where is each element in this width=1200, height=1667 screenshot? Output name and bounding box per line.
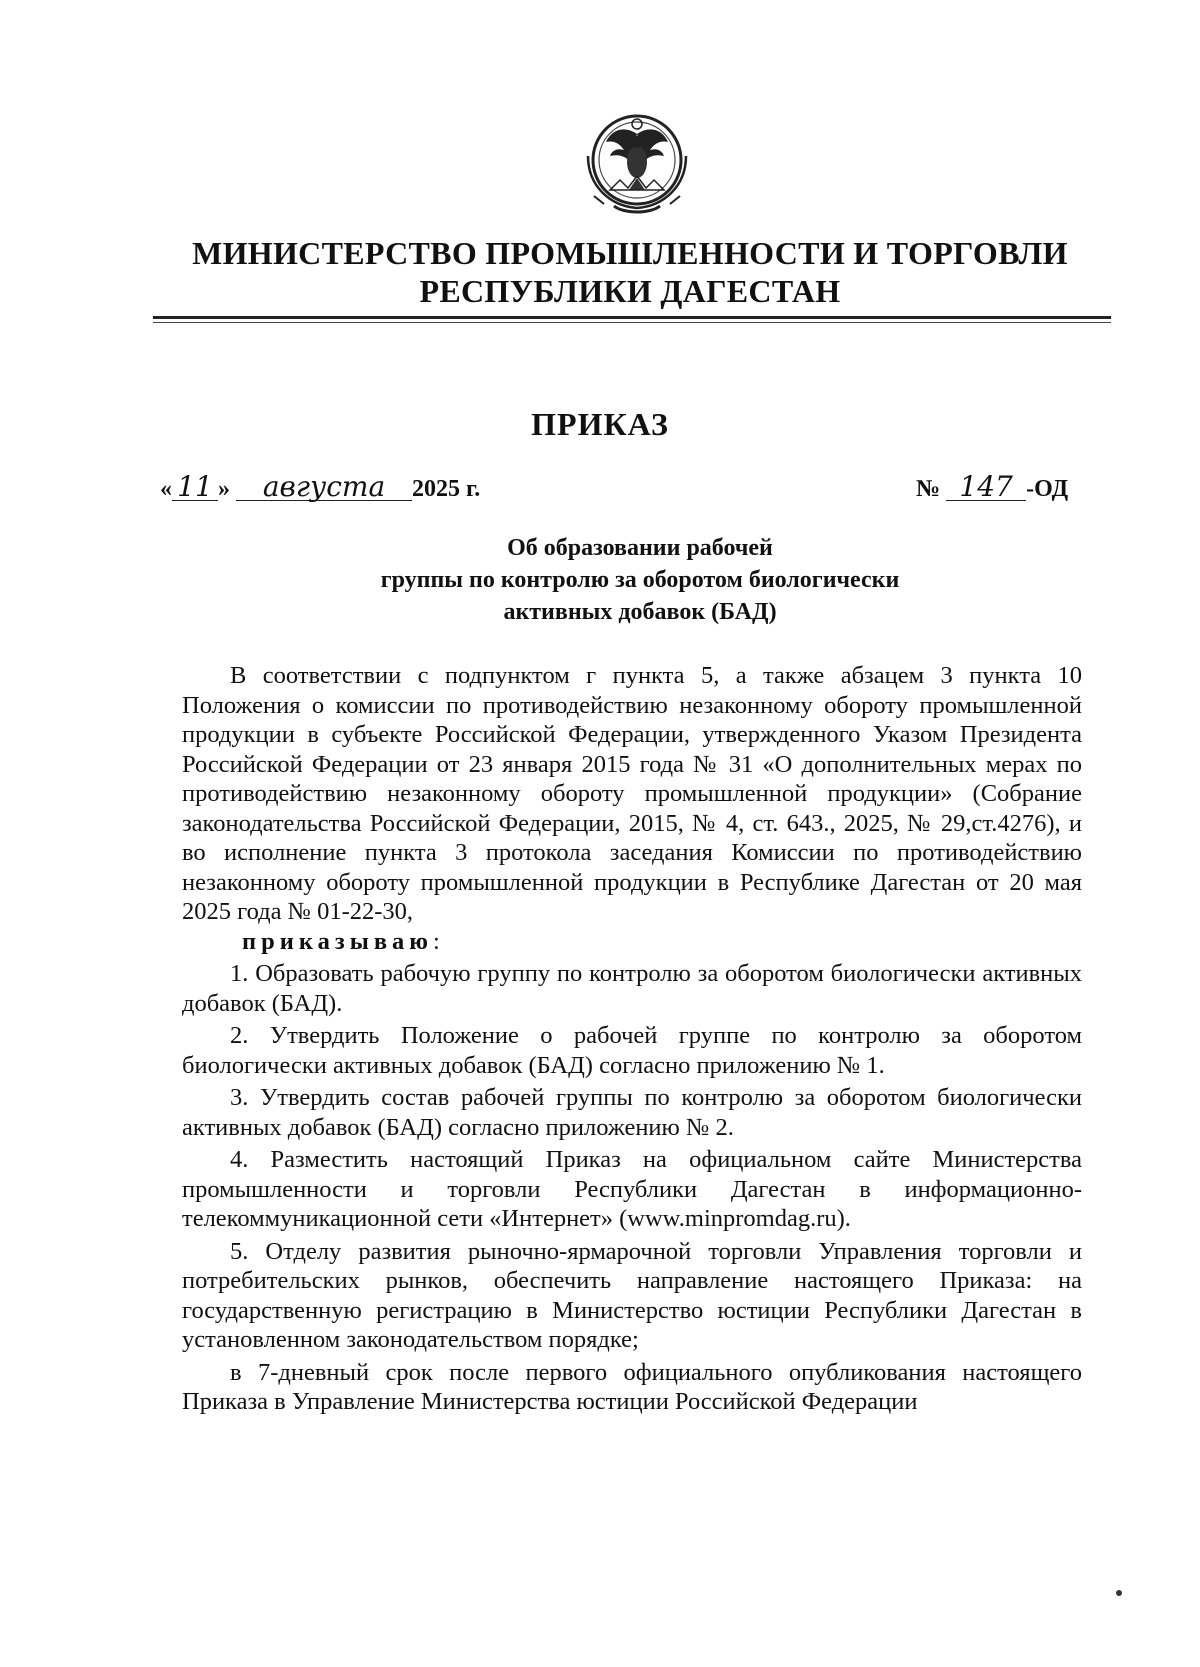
- order-number: [916, 470, 1069, 503]
- date-year: 2025 г.: [412, 476, 481, 502]
- number-suffix: -ОД: [1026, 476, 1069, 502]
- preamble-paragraph: В соответствии с подпунктом г пункта 5, а также абзацем 3 пункта 10 Положения о комиссии по противодействию незаконному обороту промышленной продукции в субъекте Российской Федерации, утвержденного Указом Президента Российской Федерации от 23 января 2015 года № 31 «О дополнительных мерах по противодействию незаконному обороту промышленной продукции» (Собрание законодательства Российской Федерации, 2015, № 4, ст. 643., 2025, № 29,ст.4276), и во исполнение пункта 3 протокола заседания Комиссии по противодействию незаконному обороту промышленной продукции в Республике Дагестан от 20 мая 2025 года № 01-22-30,: [182, 662, 1082, 925]
- order-date: [160, 470, 481, 503]
- ministry-name-line1: МИНИСТЕРСТВО ПРОМЫШЛЕННОСТИ И ТОРГОВЛИ: [192, 235, 1068, 271]
- date-month: августа: [236, 474, 412, 501]
- header-rule-thick: [153, 316, 1111, 319]
- page-mark: [1116, 1590, 1122, 1596]
- ministry-name-line2: РЕСПУБЛИКИ ДАГЕСТАН: [419, 273, 841, 309]
- order-body: [182, 661, 1082, 1417]
- order-item-5: 5. Отделу развития рыночно-ярмарочной торговли Управления торговли и потребительских рынков, обеспечить направление настоящего Приказа: на государственную регистрацию в Министерство юстиции Республики Дагестан в установленном законодательством порядке;: [182, 1237, 1082, 1353]
- orders-word-line: [182, 927, 1082, 957]
- header-rule-thin: [153, 322, 1111, 323]
- subject-line1: Об образовании рабочей: [507, 535, 773, 561]
- order-subject: [300, 532, 980, 628]
- order-title: ПРИКАЗ: [531, 406, 669, 442]
- dagestan-coat-of-arms-icon: [574, 98, 700, 222]
- date-open-quote: «: [160, 476, 172, 502]
- number-value: 147: [946, 474, 1026, 501]
- subject-line2: группы по контролю за оборотом биологически: [380, 567, 900, 593]
- order-item-3: 3. Утвердить состав рабочей группы по контролю за оборотом биологически активных добавок (БАД) согласно приложению № 2.: [182, 1084, 1082, 1141]
- date-close-quote: »: [218, 476, 230, 502]
- date-day: 11: [172, 474, 218, 501]
- order-item-2: 2. Утвердить Положение о рабочей группе по контролю за оборотом биологически активных добавок (БАД) согласно приложению № 1.: [182, 1022, 1082, 1079]
- order-item-1: 1. Образовать рабочую группу по контролю за оборотом биологически активных добавок (БАД).: [182, 960, 1082, 1017]
- order-item-5-continuation: в 7-дневный срок после первого официального опубликования настоящего Приказа в Управление Министерства юстиции Российской Федерации: [182, 1358, 1082, 1415]
- order-item-4: 4. Разместить настоящий Приказ на официальном сайте Министерства промышленности и торговли Республики Дагестан в информационно-телекоммуникационной сети «Интернет» (www.minpromdag.ru).: [182, 1146, 1082, 1232]
- orders-word: приказываю: [242, 927, 434, 955]
- subject-line3: активных добавок (БАД): [503, 599, 777, 625]
- ministry-name: [150, 234, 1110, 310]
- number-prefix: №: [916, 476, 941, 502]
- orders-colon: :: [433, 927, 440, 955]
